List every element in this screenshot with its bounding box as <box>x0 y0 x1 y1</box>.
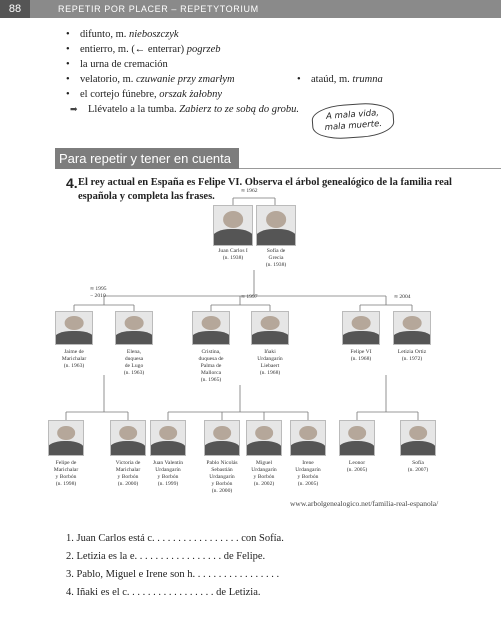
portrait-photo <box>48 420 84 456</box>
portrait-photo <box>204 420 240 456</box>
vocab-example: ➡ Llévatelo a la tumba. Zabierz to ze sobą do grobu. <box>66 102 366 117</box>
person-caption: Irene Urdangarín y Borbón (n. 2005) <box>295 460 321 487</box>
exercise-sentence: 1. Juan Carlos está c. . . . . . . . . . . . . . . . . con Sofía. <box>66 533 284 544</box>
section-title: Para repetir y tener en cuenta <box>55 148 239 169</box>
portrait-photo <box>342 311 380 345</box>
vocab-item: • difunto, m. nieboszczyk <box>66 27 366 42</box>
page-number: 88 <box>0 0 30 18</box>
proverb-line: A mala vida, <box>325 108 380 122</box>
section-rule <box>239 168 501 169</box>
person-caption: Felipe de Marichalar y Borbón (n. 1998) <box>53 460 79 487</box>
person-caption: Pablo Nicolás Sebastián Urdangarín y Borbón (n. 2000) <box>206 460 238 494</box>
portrait-photo <box>393 311 431 345</box>
exercise-sentence: 2. Letizia es la e. . . . . . . . . . . . . . . . . de Felipe. <box>66 551 266 562</box>
running-title: REPETIR POR PLACER – REPETYTORIUM <box>30 0 501 18</box>
person-caption: Elena, duquesa de Lugo (n. 1963) <box>123 349 145 376</box>
source-url: www.arbolgenealogico.net/familia-real-espanola/ <box>290 499 439 508</box>
marriage-label: ∞ 1962 <box>241 188 258 194</box>
person-caption: Felipe VI (n. 1968) <box>350 349 372 362</box>
vocab-item: • la urna de cremación <box>66 57 366 72</box>
marriage-label: ∞ 2004 <box>394 294 411 300</box>
vocab-item: • ataúd, m. trumna <box>297 72 383 87</box>
marriage-label: ∞ 1997 <box>241 294 258 300</box>
exercise-sentence: 4. Iñaki es el c. . . . . . . . . . . . . . . . . de Letizia. <box>66 587 261 598</box>
person-caption: Juan Carlos I (n. 1938) <box>218 248 248 261</box>
person-caption: Iñaki Urdangarín Liebaert (n. 1968) <box>257 349 283 376</box>
portrait-photo <box>251 311 289 345</box>
person-caption: Sofía (n. 2007) <box>407 460 429 473</box>
person-caption: Victoria de Marichalar y Borbón (n. 2000) <box>115 460 141 487</box>
portrait-photo <box>400 420 436 456</box>
portrait-photo <box>256 205 296 246</box>
proverb-line: mala muerte. <box>324 118 383 133</box>
person-caption: Juan Valentín Urdangarín y Borbón (n. 1999) <box>152 460 184 487</box>
portrait-photo <box>290 420 326 456</box>
person-caption: Sofía de Grecia (n. 1938) <box>265 248 287 268</box>
person-caption: Jaime de Marichalar (n. 1963) <box>61 349 87 369</box>
portrait-photo <box>110 420 146 456</box>
exercise-number: 4. <box>66 175 78 191</box>
marriage-label: ∞ 1995 <box>90 286 107 292</box>
portrait-photo <box>150 420 186 456</box>
person-caption: Cristina, duquesa de Palma de Mallorca (n. 1965) <box>198 349 224 383</box>
vocabulary-side-list <box>297 72 383 87</box>
person-caption: Letizia Ortiz (n. 1972) <box>397 349 427 362</box>
person-caption: Miguel Urdangarín y Borbón (n. 2002) <box>251 460 277 487</box>
exercise-sentence: 3. Pablo, Miguel e Irene son h. . . . . . . . . . . . . . . . . <box>66 569 280 580</box>
portrait-photo <box>192 311 230 345</box>
page-header <box>0 0 501 18</box>
vocab-item: • velatorio, m. czuwanie przy zmarłym <box>66 72 366 87</box>
portrait-photo <box>115 311 153 345</box>
portrait-photo <box>213 205 253 246</box>
portrait-photo <box>339 420 375 456</box>
portrait-photo <box>246 420 282 456</box>
vocab-item: • el cortejo fúnebre, orszak żałobny <box>66 87 366 102</box>
portrait-photo <box>55 311 93 345</box>
vocab-item: • entierro, m. (← enterrar) pogrzeb <box>66 42 366 57</box>
exercise-instruction: El rey actual en España es Felipe VI. Observa el árbol genealógico de la familia real española y completa las frases. <box>78 177 452 202</box>
divorce-label: − 2010 <box>90 293 106 299</box>
person-caption: Leonor (n. 2005) <box>346 460 368 473</box>
